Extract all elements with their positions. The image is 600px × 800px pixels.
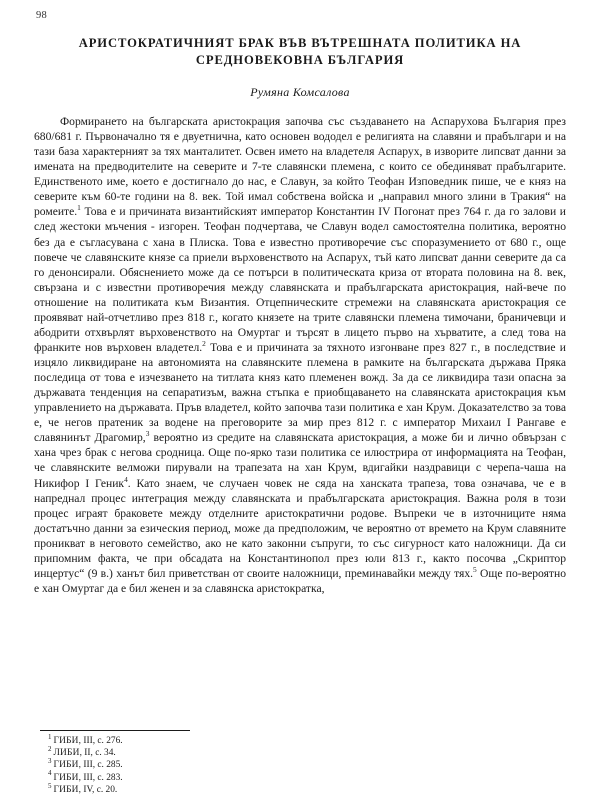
footnote-rest: , II, с. 34. bbox=[79, 748, 116, 759]
footnote-ref: 4 bbox=[124, 474, 128, 484]
footnote-ref: 1 bbox=[77, 203, 81, 213]
footnote-source: ГИБИ bbox=[53, 735, 79, 746]
article-author: Румяна Комсалова bbox=[250, 85, 350, 99]
article-body bbox=[34, 114, 566, 596]
footnote-rest: , III, с. 276. bbox=[78, 735, 123, 746]
footnote-rest: , IV, с. 20. bbox=[78, 784, 118, 795]
footnotes bbox=[34, 730, 566, 796]
footnote-item bbox=[48, 759, 566, 771]
footnote-ref: 5 bbox=[473, 565, 477, 575]
footnote-ref: 2 bbox=[202, 339, 206, 349]
footnote-ref: 3 bbox=[145, 429, 150, 439]
footnote-item bbox=[48, 732, 566, 747]
footnote-marker: 5 bbox=[48, 781, 52, 790]
footnote-source: ГИБИ bbox=[53, 784, 79, 795]
body-paragraph bbox=[34, 114, 566, 596]
footnote-rest: , III, с. 285. bbox=[78, 760, 123, 771]
footnote-marker: 4 bbox=[48, 769, 52, 778]
footnote-source: ГИБИ bbox=[53, 772, 79, 783]
page-number: 98 bbox=[36, 10, 47, 21]
footnote-source: ЛИБИ bbox=[53, 748, 80, 759]
footnote-marker: 3 bbox=[48, 757, 52, 766]
footnote-marker: 1 bbox=[48, 732, 52, 741]
footnote-item bbox=[48, 781, 566, 796]
footnote-separator bbox=[40, 730, 190, 731]
footnote-source: ГИБИ bbox=[53, 760, 79, 771]
body-paragraph-text: Формирането на българската аристокрация започва със създаването на Аспарухова България през 680/681 г. Първоначално тя е двуетнична, като основен вододел е религията на славяни и прабългари и на тази база характерният за тях манталитет. Освен името на владетеля Аспарух, в изворите липсват данни за имената на предводителите на северите и 7-те славянски племена, с които се обединяват прабългарите. Единственото име, което е достигнало до нас, е Славун, за който Теофан Изповедник пише, че е княз на северите към 60-те години на 8. век. Той имал собствена войска и „направил много злини в Тракия“ на ромеите.$^1$ Това е и причината византийският император Константин IV Погонат през 764 г. да го залови и след жестоки мъчения - изгорен. Теофан подчертава, че Славун водел самостоятелна политика, вероятно без да е съгласувана с хана в Плиска. Това е известно противоречие със споразумението от 680 г., още повече че славянските князе са приели върховенството на Аспарух, тъй като липсват данни северите да са го денонсирали. Обяснението може да се потърси в политическата криза от втората половина на 8. век, свързана и с известни противоречия между славянската и прабългарската аристокрация, най-вече по отношение на политиката към Византия. Отцепническите стремежи на славянската аристокрация се проявяват най-отчетливо през 818 г., когато князете на трите славянски племена тимочани, браничевци и абодрити отхвърлят върховенството на Омуртаг и търсят в лицето първо на хърватите, а след това на франките нов върховен владетел.$^2$ Това е и причината за тяхното изгонване през 827 г., в последствие и изцяло ликвидиране на автономията на славянските племена в рамките на българската държава Пряка последица от това е изчезването на титлата княз като племенен вожд. За да се ликвидира тази опасна за държавата тенденция на сепаратизъм, важна стъпка е приобщаването на славянската аристокрация към управлението на държавата. Пръв владетел, който започва тази политика е хан Крум. Доказателство за това е, че негов пратеник за водене на преговорите за мир през 812 г. с император Михаил I Рангаве е славянинът Драгомир,$^3$ вероятно из средите на славянската аристокрация, а може би и лично обвързан с хана чрез брак с негова сродница. Още по-ярко тази политика се илюстрира от информацията на Теофан, че славянските велможи пирували на трапезата на хан Крум, вдигайки наздравици с черепа-чаша на Никифор I Геник$^4$. Като знаем, че случаен човек не сяда на ханската трапеза, това означава, че е в напреднал процес интеграция между славянската и прабългарската аристокрация. Важна роля в този процес играят браковете между отделните аристократични родове. Въпреки че в източниците няма достатъчно данни за езическия период, може да предположим, че вероятно от времето на Крум славяните проникват в неговото семейство, ако не като законни съпруги, то със сигурност като наложници. Да си припомним факта, че при обсадата на Константинопол през юли 813 г., както посочва „Скриптор инцертус“ (9 в.) ханът бил приветстван от своите наложници, преминавайки между тях.$^5$ Още по-вероятно е хан Омуртаг да е бил женен и за славянска аристократка, bbox=[34, 115, 566, 595]
footnote-rest: , III, с. 283. bbox=[78, 772, 123, 783]
article-title: АРИСТОКРАТИЧНИЯТ БРАК ВЪВ ВЪТРЕШНАТА ПОЛИТИКА НА СРЕДНОВЕКОВНА БЪЛГАРИЯ bbox=[78, 36, 522, 67]
footnote-item bbox=[48, 747, 566, 759]
footnote-marker: 2 bbox=[48, 745, 52, 753]
footnote-item bbox=[48, 769, 566, 784]
